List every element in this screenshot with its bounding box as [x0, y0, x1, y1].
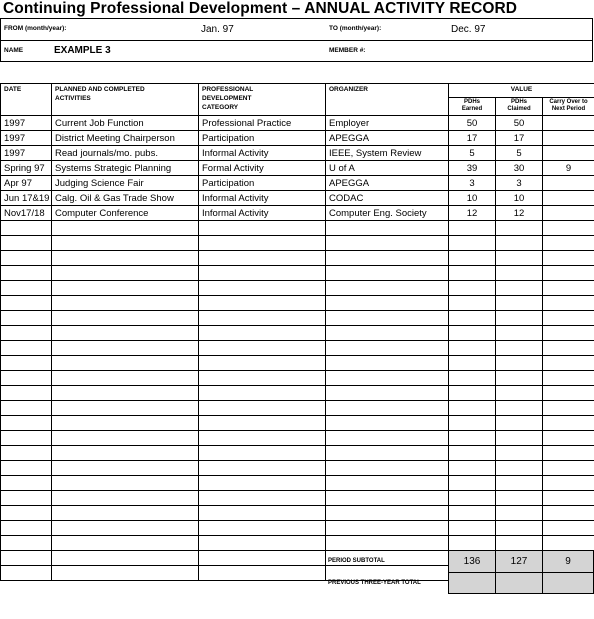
- cell-carry-over[interactable]: [543, 536, 594, 551]
- cell-organizer[interactable]: IEEE, System Review: [326, 146, 449, 161]
- blank-row: [1, 476, 594, 491]
- cell-activity[interactable]: [52, 341, 199, 356]
- cell-organizer[interactable]: [326, 266, 449, 281]
- cell-date[interactable]: Jun 17&19: [1, 191, 52, 206]
- cell-carry-over[interactable]: [543, 371, 594, 386]
- blank-row: [1, 296, 594, 311]
- cell-date[interactable]: [1, 431, 52, 446]
- cell-category[interactable]: [199, 356, 326, 371]
- cell-carry-over[interactable]: [543, 491, 594, 506]
- cell-activity[interactable]: Judging Science Fair: [52, 176, 199, 191]
- cell-date[interactable]: [1, 251, 52, 266]
- cell-activity[interactable]: [52, 386, 199, 401]
- cell-carry-over[interactable]: 9: [543, 161, 594, 176]
- table-header-row: [1, 84, 594, 98]
- cell-carry-over[interactable]: [543, 206, 594, 221]
- cell-carry-over[interactable]: [543, 311, 594, 326]
- cell-pdh-claimed[interactable]: [496, 356, 543, 371]
- cell-category[interactable]: [199, 326, 326, 341]
- cell-pdh-earned[interactable]: [449, 326, 496, 341]
- cell-date[interactable]: Spring 97: [1, 161, 52, 176]
- period-claimed-total: 127: [495, 550, 543, 573]
- cell-activity[interactable]: [52, 356, 199, 371]
- cell-category[interactable]: [199, 506, 326, 521]
- cell-date[interactable]: [1, 326, 52, 341]
- blank-row: [1, 536, 594, 551]
- cell-date[interactable]: 1997: [1, 116, 52, 131]
- cell-carry-over[interactable]: [543, 476, 594, 491]
- cell-organizer[interactable]: [326, 341, 449, 356]
- cell-pdh-claimed[interactable]: 17: [496, 131, 543, 146]
- cell-pdh-claimed[interactable]: 3: [496, 176, 543, 191]
- header-divider: [1, 40, 592, 41]
- previous-claimed-total: [495, 572, 543, 594]
- col-header-date: DATE: [1, 84, 52, 116]
- cell-organizer[interactable]: [326, 251, 449, 266]
- blank-row: [1, 356, 594, 371]
- cell-carry-over[interactable]: [543, 356, 594, 371]
- cell-pdh-earned[interactable]: [449, 506, 496, 521]
- cell-activity[interactable]: [52, 431, 199, 446]
- cell-activity[interactable]: Systems Strategic Planning: [52, 161, 199, 176]
- cell-pdh-claimed[interactable]: 12: [496, 206, 543, 221]
- cell-pdh-earned[interactable]: 17: [449, 131, 496, 146]
- cell-pdh-claimed[interactable]: [496, 371, 543, 386]
- cell-pdh-claimed[interactable]: [496, 521, 543, 536]
- cell-organizer[interactable]: APEGGA: [326, 176, 449, 191]
- cell-date[interactable]: [1, 356, 52, 371]
- cell-pdh-claimed[interactable]: [496, 221, 543, 236]
- cell-activity[interactable]: [52, 311, 199, 326]
- cell-pdh-claimed[interactable]: 50: [496, 116, 543, 131]
- cell-activity[interactable]: [52, 236, 199, 251]
- table-row: [1, 116, 594, 131]
- cell-organizer[interactable]: [326, 281, 449, 296]
- cell-pdh-earned[interactable]: [449, 431, 496, 446]
- cell-activity[interactable]: [52, 536, 199, 551]
- cell-date[interactable]: [1, 296, 52, 311]
- cell-organizer[interactable]: [326, 221, 449, 236]
- cell-organizer[interactable]: [326, 446, 449, 461]
- cell-organizer[interactable]: Employer: [326, 116, 449, 131]
- to-value[interactable]: Dec. 97: [451, 24, 486, 35]
- col-header-carry-over: Carry Over to Next Period: [543, 97, 594, 115]
- cell-activity[interactable]: [52, 401, 199, 416]
- cell-carry-over[interactable]: [543, 401, 594, 416]
- cell-pdh-earned[interactable]: [449, 236, 496, 251]
- cell-date[interactable]: [1, 416, 52, 431]
- cell-pdh-earned[interactable]: [449, 476, 496, 491]
- blank-row: [1, 506, 594, 521]
- table-row: [1, 131, 594, 146]
- blank-row: [1, 461, 594, 476]
- cell-carry-over[interactable]: [543, 266, 594, 281]
- cell-activity[interactable]: [52, 326, 199, 341]
- cell-pdh-earned[interactable]: [449, 401, 496, 416]
- cell-category[interactable]: [199, 266, 326, 281]
- cell-pdh-earned[interactable]: [449, 371, 496, 386]
- blank-row: [1, 416, 594, 431]
- cell-activity[interactable]: [52, 221, 199, 236]
- cell-date[interactable]: [1, 506, 52, 521]
- cell-carry-over[interactable]: [543, 251, 594, 266]
- table-row: [1, 146, 594, 161]
- blank-row: [1, 311, 594, 326]
- cell-pdh-claimed[interactable]: [496, 506, 543, 521]
- cell-activity[interactable]: [52, 551, 199, 566]
- cell-activity[interactable]: [52, 296, 199, 311]
- cell-carry-over[interactable]: [543, 326, 594, 341]
- cell-category[interactable]: Informal Activity: [199, 191, 326, 206]
- cell-category[interactable]: [199, 386, 326, 401]
- cell-carry-over[interactable]: [543, 191, 594, 206]
- cell-date[interactable]: [1, 386, 52, 401]
- page-title: Continuing Professional Development – ANNUAL ACTIVITY RECORD: [3, 0, 518, 17]
- cell-pdh-earned[interactable]: [449, 281, 496, 296]
- blank-row: [1, 431, 594, 446]
- cell-organizer[interactable]: [326, 521, 449, 536]
- cell-category[interactable]: Formal Activity: [199, 161, 326, 176]
- header-box: [0, 18, 593, 62]
- cell-pdh-claimed[interactable]: 10: [496, 191, 543, 206]
- cell-activity[interactable]: [52, 251, 199, 266]
- cell-category[interactable]: [199, 341, 326, 356]
- blank-row: [1, 281, 594, 296]
- period-carry-total: 9: [542, 550, 594, 573]
- cell-category[interactable]: [199, 416, 326, 431]
- cell-pdh-earned[interactable]: 3: [449, 176, 496, 191]
- blank-row: [1, 386, 594, 401]
- cell-organizer[interactable]: [326, 401, 449, 416]
- cell-pdh-claimed[interactable]: [496, 431, 543, 446]
- col-header-category: PROFESSIONAL DEVELOPMENT CATEGORY: [199, 84, 326, 116]
- cell-carry-over[interactable]: [543, 281, 594, 296]
- col-header-activities: PLANNED AND COMPLETED ACTIVITIES: [52, 84, 199, 116]
- cell-date[interactable]: [1, 491, 52, 506]
- cell-pdh-claimed[interactable]: [496, 296, 543, 311]
- cell-activity[interactable]: [52, 446, 199, 461]
- activity-table: [0, 83, 594, 581]
- cell-pdh-earned[interactable]: [449, 491, 496, 506]
- cell-category[interactable]: Participation: [199, 176, 326, 191]
- cell-pdh-claimed[interactable]: [496, 236, 543, 251]
- cell-date[interactable]: [1, 266, 52, 281]
- cell-category[interactable]: [199, 566, 326, 581]
- cell-category[interactable]: [199, 536, 326, 551]
- previous-earned-total: [448, 572, 496, 594]
- cell-category[interactable]: Professional Practice: [199, 116, 326, 131]
- cell-pdh-earned[interactable]: [449, 536, 496, 551]
- cell-organizer[interactable]: [326, 566, 449, 581]
- col-header-organizer: ORGANIZER: [326, 84, 449, 116]
- cell-date[interactable]: [1, 566, 52, 581]
- cell-date[interactable]: [1, 551, 52, 566]
- cell-pdh-claimed[interactable]: [496, 266, 543, 281]
- from-label: FROM (month/year):: [4, 25, 67, 32]
- blank-row: [1, 341, 594, 356]
- period-earned-total: 136: [448, 550, 496, 573]
- cell-pdh-earned[interactable]: 12: [449, 206, 496, 221]
- cell-category[interactable]: [199, 281, 326, 296]
- cell-pdh-earned[interactable]: [449, 521, 496, 536]
- cell-pdh-claimed[interactable]: [496, 341, 543, 356]
- blank-row: [1, 371, 594, 386]
- cell-organizer[interactable]: [326, 536, 449, 551]
- col-header-pdh-claimed: PDHs Claimed: [496, 97, 543, 115]
- cell-organizer[interactable]: [326, 476, 449, 491]
- cell-category[interactable]: [199, 551, 326, 566]
- cell-activity[interactable]: [52, 266, 199, 281]
- cell-activity[interactable]: Calg. Oil & Gas Trade Show: [52, 191, 199, 206]
- cell-activity[interactable]: [52, 281, 199, 296]
- cell-pdh-claimed[interactable]: [496, 476, 543, 491]
- cell-activity[interactable]: [52, 566, 199, 581]
- cell-pdh-claimed[interactable]: [496, 461, 543, 476]
- cell-carry-over[interactable]: [543, 461, 594, 476]
- cell-pdh-earned[interactable]: [449, 296, 496, 311]
- cell-organizer[interactable]: [326, 356, 449, 371]
- cell-organizer[interactable]: U of A: [326, 161, 449, 176]
- cell-pdh-earned[interactable]: [449, 356, 496, 371]
- table-row: [1, 191, 594, 206]
- cell-carry-over[interactable]: [543, 221, 594, 236]
- cell-date[interactable]: [1, 311, 52, 326]
- cell-carry-over[interactable]: [543, 296, 594, 311]
- table-row: [1, 176, 594, 191]
- cell-carry-over[interactable]: [543, 131, 594, 146]
- cell-category[interactable]: [199, 446, 326, 461]
- cell-pdh-claimed[interactable]: [496, 386, 543, 401]
- cell-pdh-earned[interactable]: 5: [449, 146, 496, 161]
- cell-organizer[interactable]: [326, 311, 449, 326]
- blank-row: [1, 401, 594, 416]
- cell-date[interactable]: Apr 97: [1, 176, 52, 191]
- cell-date[interactable]: [1, 521, 52, 536]
- cell-carry-over[interactable]: [543, 236, 594, 251]
- cell-pdh-earned[interactable]: 50: [449, 116, 496, 131]
- cell-category[interactable]: [199, 476, 326, 491]
- cell-organizer[interactable]: [326, 236, 449, 251]
- cell-activity[interactable]: Current Job Function: [52, 116, 199, 131]
- name-value[interactable]: EXAMPLE 3: [54, 45, 111, 56]
- cell-pdh-earned[interactable]: [449, 446, 496, 461]
- cell-organizer[interactable]: [326, 491, 449, 506]
- cell-category[interactable]: [199, 251, 326, 266]
- cell-category[interactable]: Participation: [199, 131, 326, 146]
- cell-category[interactable]: Informal Activity: [199, 206, 326, 221]
- cell-category[interactable]: [199, 296, 326, 311]
- cell-date[interactable]: [1, 401, 52, 416]
- cell-pdh-earned[interactable]: [449, 311, 496, 326]
- blank-row: [1, 521, 594, 536]
- cell-category[interactable]: [199, 491, 326, 506]
- cell-category[interactable]: [199, 401, 326, 416]
- previous-carry-total: [542, 572, 594, 594]
- cell-date[interactable]: [1, 281, 52, 296]
- cell-carry-over[interactable]: [543, 506, 594, 521]
- cell-pdh-claimed[interactable]: [496, 401, 543, 416]
- blank-row: [1, 326, 594, 341]
- cell-pdh-claimed[interactable]: [496, 311, 543, 326]
- period-subtotal-label: PERIOD SUBTOTAL: [328, 558, 385, 564]
- cell-carry-over[interactable]: [543, 446, 594, 461]
- cell-organizer[interactable]: [326, 416, 449, 431]
- cell-pdh-earned[interactable]: [449, 266, 496, 281]
- cell-pdh-claimed[interactable]: [496, 416, 543, 431]
- cell-activity[interactable]: [52, 476, 199, 491]
- cell-category[interactable]: [199, 371, 326, 386]
- cell-date[interactable]: 1997: [1, 131, 52, 146]
- cell-activity[interactable]: [52, 416, 199, 431]
- cell-date[interactable]: [1, 461, 52, 476]
- col-header-pdh-earned: PDHs Earned: [449, 97, 496, 115]
- cell-organizer[interactable]: [326, 371, 449, 386]
- to-label: TO (month/year):: [329, 25, 382, 32]
- cell-pdh-claimed[interactable]: 30: [496, 161, 543, 176]
- table-row: [1, 161, 594, 176]
- cell-pdh-earned[interactable]: [449, 251, 496, 266]
- cell-pdh-claimed[interactable]: [496, 251, 543, 266]
- cell-date[interactable]: [1, 446, 52, 461]
- cell-category[interactable]: [199, 221, 326, 236]
- cell-carry-over[interactable]: [543, 116, 594, 131]
- cell-pdh-earned[interactable]: [449, 461, 496, 476]
- from-value[interactable]: Jan. 97: [201, 24, 234, 35]
- cell-category[interactable]: [199, 311, 326, 326]
- cell-organizer[interactable]: [326, 386, 449, 401]
- col-header-value: VALUE: [449, 84, 594, 98]
- cell-organizer[interactable]: [326, 326, 449, 341]
- cell-organizer[interactable]: Computer Eng. Society: [326, 206, 449, 221]
- cell-organizer[interactable]: CODAC: [326, 191, 449, 206]
- cell-activity[interactable]: Read journals/mo. pubs.: [52, 146, 199, 161]
- cell-date[interactable]: 1997: [1, 146, 52, 161]
- previous-total-label: PREVIOUS THREE-YEAR TOTAL: [328, 580, 421, 586]
- cell-pdh-earned[interactable]: [449, 341, 496, 356]
- cell-activity[interactable]: District Meeting Chairperson: [52, 131, 199, 146]
- cell-organizer[interactable]: APEGGA: [326, 131, 449, 146]
- name-label: NAME: [4, 47, 24, 54]
- cell-carry-over[interactable]: [543, 416, 594, 431]
- cell-date[interactable]: [1, 371, 52, 386]
- cell-date[interactable]: [1, 536, 52, 551]
- blank-row: [1, 266, 594, 281]
- blank-row: [1, 491, 594, 506]
- cell-activity[interactable]: [52, 506, 199, 521]
- blank-row: [1, 221, 594, 236]
- cell-organizer[interactable]: [326, 506, 449, 521]
- cell-pdh-earned[interactable]: [449, 416, 496, 431]
- member-label: MEMBER #:: [329, 47, 366, 54]
- cell-carry-over[interactable]: [543, 521, 594, 536]
- cell-activity[interactable]: Computer Conference: [52, 206, 199, 221]
- cell-activity[interactable]: [52, 461, 199, 476]
- blank-row: [1, 251, 594, 266]
- cell-carry-over[interactable]: [543, 146, 594, 161]
- cell-organizer[interactable]: [326, 296, 449, 311]
- cell-carry-over[interactable]: [543, 431, 594, 446]
- table-row: [1, 206, 594, 221]
- cell-pdh-claimed[interactable]: [496, 281, 543, 296]
- cell-pdh-earned[interactable]: 10: [449, 191, 496, 206]
- cell-activity[interactable]: [52, 521, 199, 536]
- cell-carry-over[interactable]: [543, 176, 594, 191]
- cell-pdh-earned[interactable]: [449, 386, 496, 401]
- cell-pdh-claimed[interactable]: [496, 446, 543, 461]
- cell-organizer[interactable]: [326, 461, 449, 476]
- cell-activity[interactable]: [52, 491, 199, 506]
- cell-pdh-earned[interactable]: 39: [449, 161, 496, 176]
- cell-date[interactable]: [1, 341, 52, 356]
- cell-date[interactable]: Nov17/18: [1, 206, 52, 221]
- cell-pdh-claimed[interactable]: [496, 326, 543, 341]
- cell-carry-over[interactable]: [543, 341, 594, 356]
- cell-category[interactable]: [199, 521, 326, 536]
- blank-row: [1, 446, 594, 461]
- cell-organizer[interactable]: [326, 431, 449, 446]
- cell-activity[interactable]: [52, 371, 199, 386]
- cell-date[interactable]: [1, 476, 52, 491]
- cell-category[interactable]: [199, 461, 326, 476]
- cell-date[interactable]: [1, 221, 52, 236]
- cell-pdh-claimed[interactable]: [496, 536, 543, 551]
- cell-date[interactable]: [1, 236, 52, 251]
- cell-carry-over[interactable]: [543, 386, 594, 401]
- cell-category[interactable]: Informal Activity: [199, 146, 326, 161]
- blank-row: [1, 236, 594, 251]
- cell-pdh-claimed[interactable]: [496, 491, 543, 506]
- cell-category[interactable]: [199, 236, 326, 251]
- cell-pdh-earned[interactable]: [449, 221, 496, 236]
- cell-category[interactable]: [199, 431, 326, 446]
- cell-pdh-claimed[interactable]: 5: [496, 146, 543, 161]
